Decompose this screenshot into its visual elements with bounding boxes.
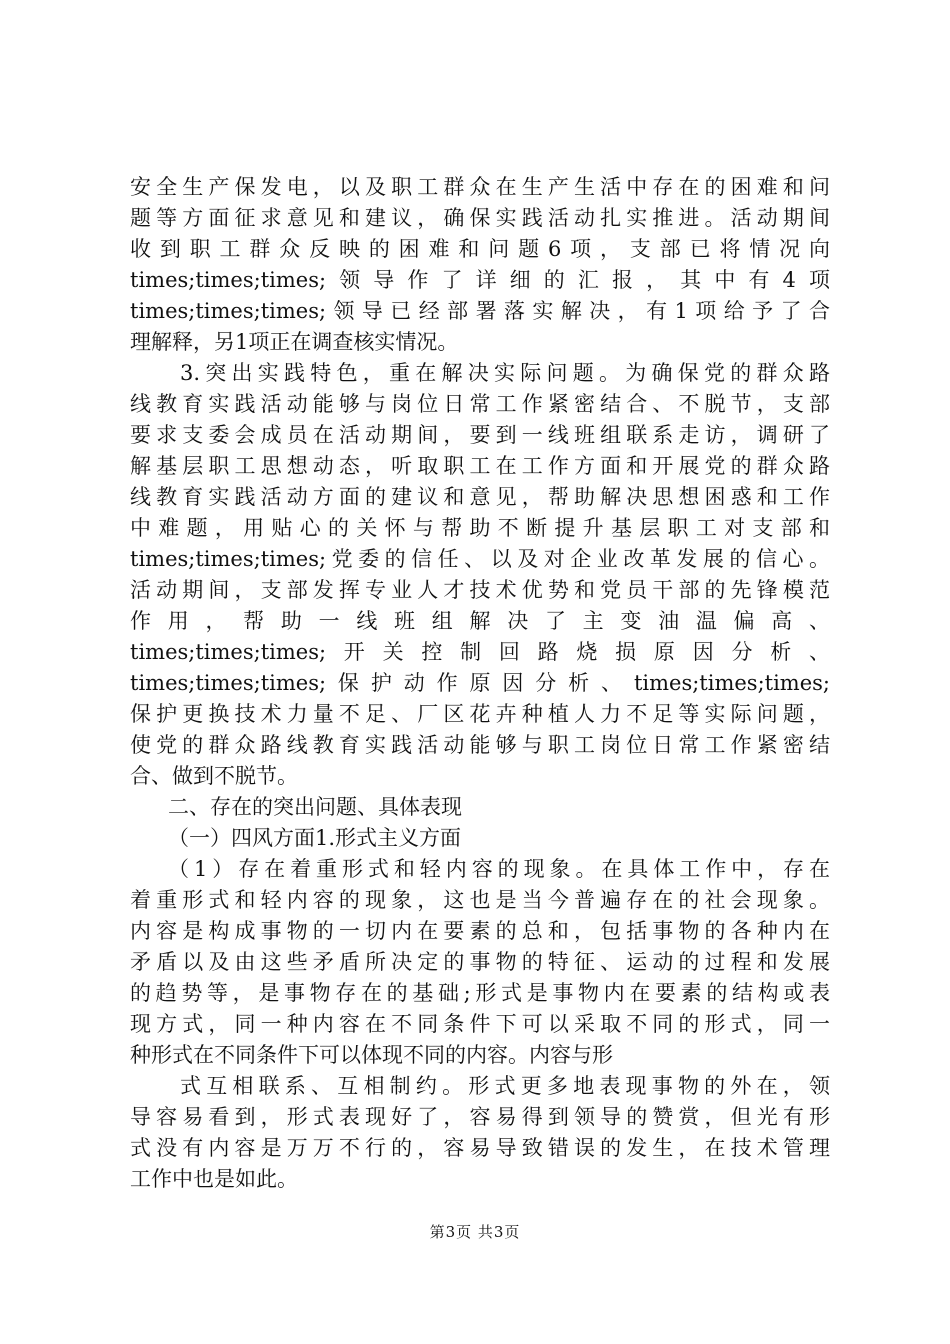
paragraph-line: 式没有内容是万万不行的，容易导致错误的发生，在技术管理 (130, 1136, 830, 1160)
paragraph-line: 作用，帮助一线班组解决了主变油温偏高、 (130, 609, 830, 633)
paragraph-line: times;times;times;领导已经部署落实解决，有1项给予了合 (130, 299, 830, 323)
paragraph-line: 3.突出实践特色，重在解决实际问题。为确保党的群众路 (180, 361, 830, 385)
paragraph-line: 理解释，另1项正在调查核实情况。 (130, 330, 459, 354)
paragraph-line: 中难题，用贴心的关怀与帮助不断提升基层职工对支部和 (130, 516, 830, 540)
paragraph-line: times;times;times;领导作了详细的汇报，其中有4项 (130, 268, 830, 292)
section-heading: 二、存在的突出问题、具体表现 (168, 795, 462, 819)
paragraph-line: 题等方面征求意见和建议，确保实践活动扎实推进。活动期间 (130, 206, 830, 230)
paragraph-line: times;times;times;党委的信任、以及对企业改革发展的信心。 (130, 547, 830, 571)
paragraph-line: 式互相联系、互相制约。形式更多地表现事物的外在，领 (180, 1074, 830, 1098)
paragraph-line: 使党的群众路线教育实践活动能够与职工岗位日常工作紧密结 (130, 733, 830, 757)
paragraph-line: 安全生产保发电，以及职工群众在生产生活中存在的困难和问 (130, 175, 830, 199)
paragraph-line: 种形式在不同条件下可以体现不同的内容。内容与形 (130, 1043, 613, 1067)
paragraph-line: 解基层职工思想动态，听取职工在工作方面和开展党的群众路 (130, 454, 830, 478)
paragraph-line: times;times;times;开关控制回路烧损原因分析、 (130, 640, 830, 664)
paragraph-line: （1）存在着重形式和轻内容的现象。在具体工作中，存在 (168, 857, 830, 881)
paragraph-line: 活动期间，支部发挥专业人才技术优势和党员干部的先锋模范 (130, 578, 830, 602)
paragraph-line: 线教育实践活动能够与岗位日常工作紧密结合、不脱节，支部 (130, 392, 830, 416)
paragraph-line: 线教育实践活动方面的建议和意见，帮助解决思想困惑和工作 (130, 485, 830, 509)
paragraph-line: 内容是构成事物的一切内在要素的总和，包括事物的各种内在 (130, 919, 830, 943)
paragraph-line: 要求支委会成员在活动期间，要到一线班组联系走访，调研了 (130, 423, 830, 447)
paragraph-line: 工作中也是如此。 (130, 1167, 298, 1191)
paragraph-line: 着重形式和轻内容的现象，这也是当今普遍存在的社会现象。 (130, 888, 830, 912)
paragraph-line: 合、做到不脱节。 (130, 764, 298, 788)
paragraph-line: 收到职工群众反映的困难和问题6项，支部已将情况向 (130, 237, 830, 261)
paragraph-line: 现方式，同一种内容在不同条件下可以采取不同的形式，同一 (130, 1012, 830, 1036)
subsection-heading: （一）四风方面1.形式主义方面 (168, 826, 462, 850)
paragraph-line: times;times;times;保护动作原因分析、times;times;times; (130, 671, 830, 695)
paragraph-line: 的趋势等，是事物存在的基础;形式是事物内在要素的结构或表 (130, 981, 830, 1005)
page-number-footer: 第3页 共3页 (429, 1223, 521, 1241)
paragraph-line: 保护更换技术力量不足、厂区花卉种植人力不足等实际问题， (130, 702, 830, 726)
paragraph-line: 矛盾以及由这些矛盾所决定的事物的特征、运动的过程和发展 (130, 950, 830, 974)
document-body (130, 172, 830, 1195)
paragraph-line: 导容易看到，形式表现好了，容易得到领导的赞赏，但光有形 (130, 1105, 830, 1129)
